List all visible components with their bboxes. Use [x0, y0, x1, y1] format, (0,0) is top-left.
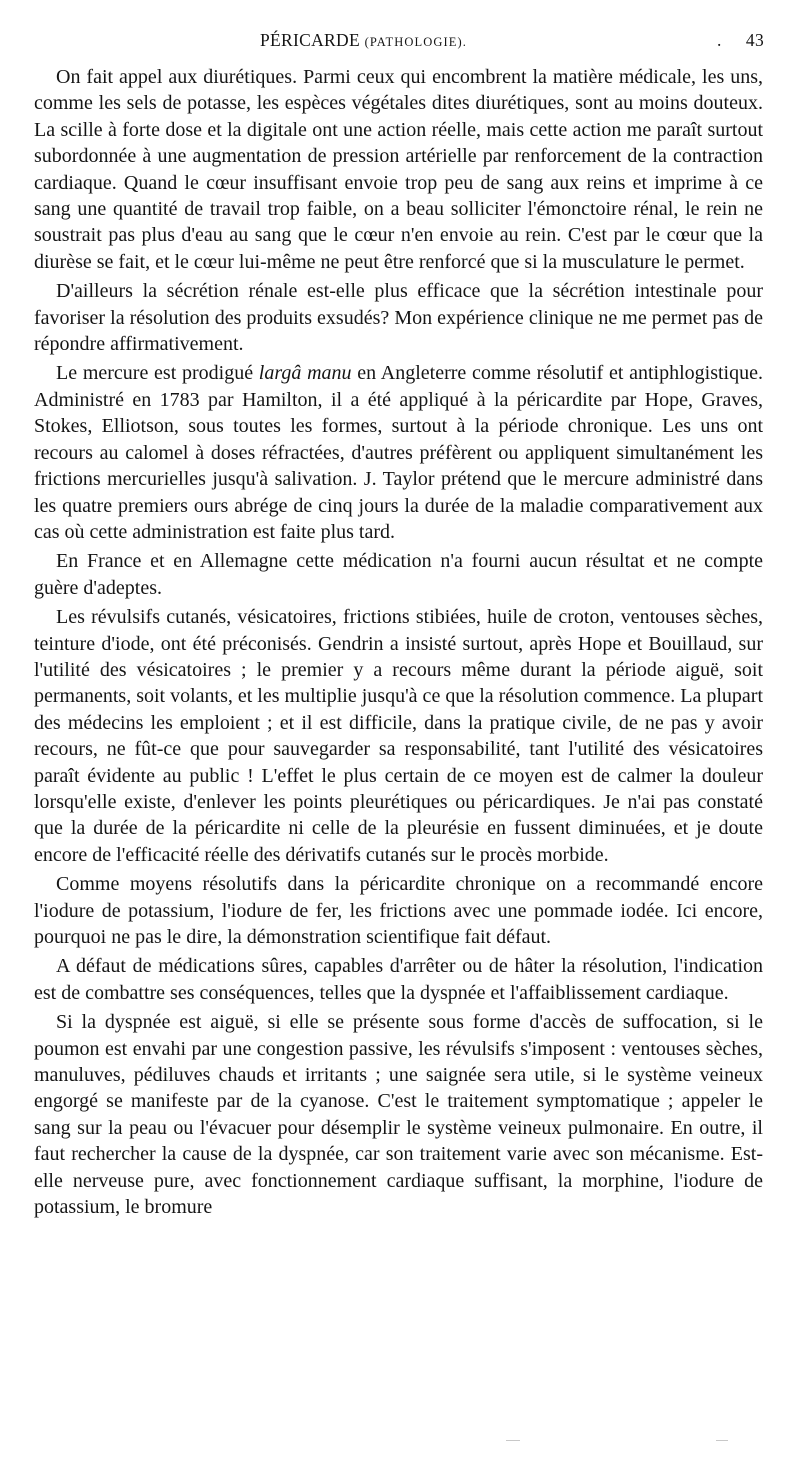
paragraph-mercure-rest: en Angleterre comme résolutif et antiphlogistique. Administré en 1783 par Hamilton, il a été appliqué à la péricardite par Hope, Graves, Stokes, Elliotson, sous toutes les formes, surtout à la période chronique. Les uns ont recours au calomel à doses réfractées, d'autres préfèrent ou appliquent simultanément les frictions mercurielles jusqu'à salivation. J. Taylor prétend que le mercure administré dans les quatre premiers ours abrége de cinq jours la durée de la maladie comparativement aux cas où cette administration est faite plus tard.	[34, 362, 763, 543]
header-title-text: PÉRICARDE	[260, 30, 360, 50]
body-text	[34, 64, 763, 1223]
header-title	[260, 30, 467, 51]
paragraph-mercure	[34, 360, 763, 545]
paragraph-moyens-resolutifs: Comme moyens résolutifs dans la péricardite chronique on a recommandé encore l'iodure de potassium, l'iodure de fer, les frictions avec une pommade iodée. Ici encore, pourquoi ne pas le dire, la démonstration scientifique fait défaut.	[34, 873, 763, 948]
paragraph-secretion-renale: D'ailleurs la sécrétion rénale est-elle plus efficace que la sécrétion intestinale pour favoriser la résolution des produits exsudés? Mon expérience clinique ne me permet pas de répondre affirmativement.	[34, 280, 763, 356]
page-number: 43	[745, 30, 764, 50]
latin-phrase: largâ manu	[258, 362, 352, 385]
running-header	[34, 30, 764, 60]
paragraph-mercure-start: Le mercure est prodigué	[56, 362, 259, 385]
paragraph-france-allemagne: En France et en Allemagne cette médication n'a fourni aucun résultat et ne compte guère d'adeptes.	[34, 550, 763, 599]
paragraph-dyspnee: Si la dyspnée est aiguë, si elle se présente sous forme d'accès de suffocation, si le poumon est envahi par une congestion passive, les révulsifs s'imposent : ventouses sèches, manuluves, pédiluves chauds et irritants ; une saignée sera utile, si le système veineux engorgé se manifeste par de la cyanose. C'est le traitement symptomatique ; appeler le sang sur la peau ou l'évacuer pour désemplir le système veineux pulmonaire. En outre, il faut rechercher la cause de la dyspnée, car son traitement varie avec son mécanisme. Est-elle nerveuse pure, avec fonctionnement cardiaque suffisant, la morphine, l'iodure de potassium, le bromure	[34, 1011, 763, 1219]
paragraph-diuretiques: On fait appel aux diurétiques. Parmi ceux qui encombrent la matière médicale, les uns, comme les sels de potasse, les espèces végétales dites diurétiques, sont au moins douteux. La scille à forte dose et la digitale ont une action réelle, mais cette action me paraît surtout subordonnée à une augmentation de pression artérielle par renforcement de la contraction cardiaque. Quand le cœur insuffisant envoie trop peu de sang aux reins et imprime à ce sang une quantité de travail trop faible, on a beau solliciter l'émonctoire rénal, le rein ne soustrait pas plus d'eau au sang que le cœur n'en envoie au rein. C'est par le cœur que la diurèse se fait, et le cœur lui-même ne peut être renforcé que si la musculature le permet.	[34, 66, 763, 273]
scan-mark-left	[506, 1440, 520, 1441]
paragraph-defaut-medications: A défaut de médications sûres, capables d'arrêter ou de hâter la résolution, l'indication est de combattre ses conséquences, telles que la dyspnée et l'affaiblissement cardiaque.	[34, 955, 763, 1004]
paragraph-revulsifs: Les révulsifs cutanés, vésicatoires, frictions stibiées, huile de croton, ventouses sèches, teinture d'iode, ont été préconisés. Gendrin a insisté surtout, après Hope et Bouillaud, sur l'utilité des vésicatoires ; le premier y a recours même durant la période aiguë, soit permanents, soit volants, et les multiplie jusqu'à ce que la résolution commence. La plupart des médecins les emploient ; et il est difficile, dans la pratique civile, de ne pas y avoir recours, ne fût-ce que pour sauvegarder sa responsabilité, tant l'utilité des vésicatoires paraît évidente au public ! L'effet le plus certain de ce moyen est de calmer la douleur lorsqu'elle existe, d'enlever les points pleurétiques ou péricardiques. Je n'ai pas constaté que la durée de la péricardite ni celle de la pleurésie en fussent diminuées, et je doute encore de l'efficacité réelle des dérivatifs cutanés sur le procès morbide.	[34, 606, 763, 866]
scan-marks	[0, 1440, 800, 1450]
header-dot: .	[717, 30, 722, 50]
header-subtitle: (PATHOLOGIE).	[364, 35, 467, 49]
scan-mark-right	[716, 1440, 728, 1441]
